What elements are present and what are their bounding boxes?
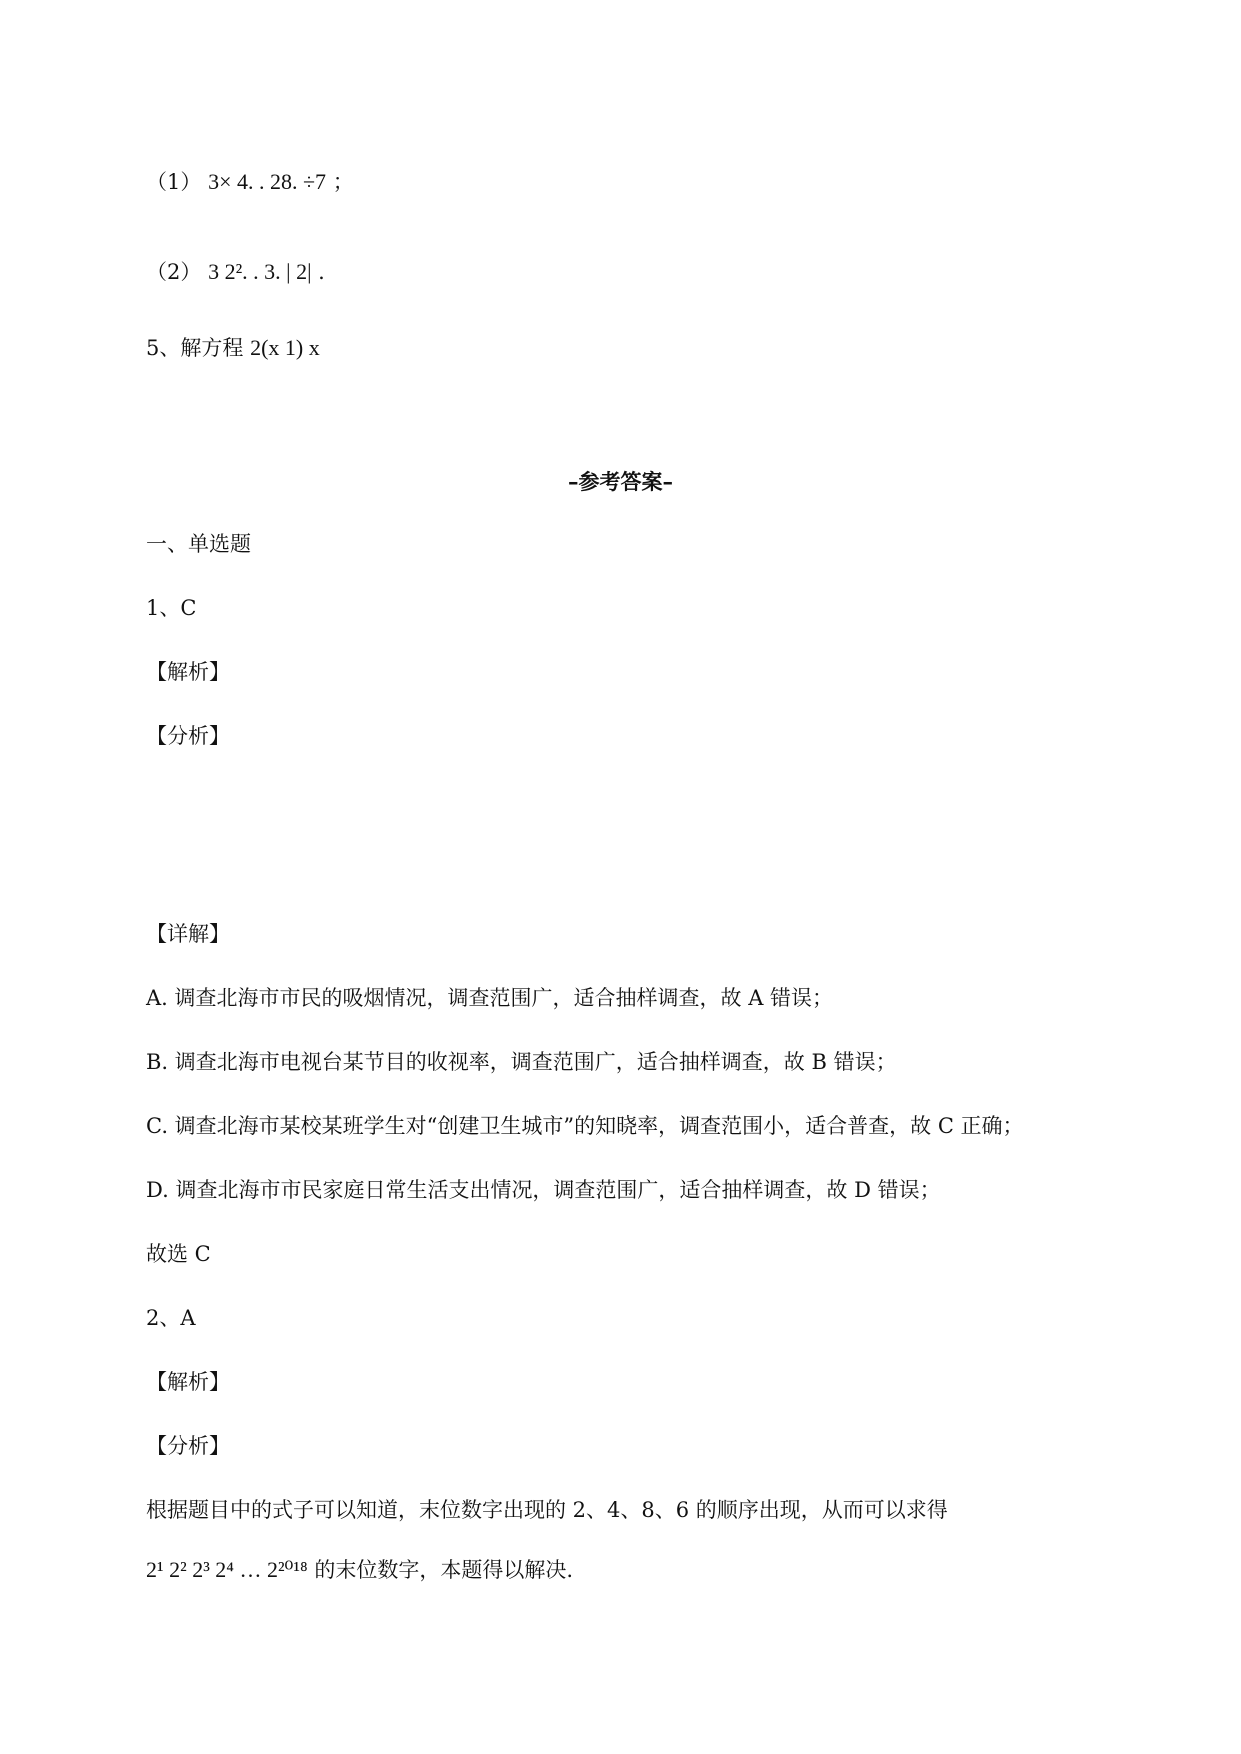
problem-4-1-expression: 3× 4. . 28. ÷7: [208, 169, 327, 194]
problem-4-1: [146, 168, 354, 196]
jiexi-heading-2: 【解析】: [146, 1370, 230, 1394]
problem-4-2-end: .: [318, 260, 325, 284]
fenxi-heading-1: 【分析】: [146, 724, 230, 748]
answer-1: 1、C: [146, 596, 197, 620]
analysis-line-2: [146, 1556, 573, 1584]
option-c-explanation: C. 调查北海市某校某班学生对“创建卫生城市”的知晓率，调查范围小，适合普查，故 C 正确；: [146, 1114, 1024, 1138]
problem-4-1-end: ；: [332, 170, 354, 194]
problem-5-equation: 2(x 1) x: [250, 335, 320, 360]
problem-5-label: 5、解方程: [146, 336, 244, 360]
problem-4-2-expression: 3 2². . 3. | 2|: [208, 259, 312, 284]
jiexi-heading-1: 【解析】: [146, 660, 230, 684]
problem-5: [146, 334, 320, 362]
problem-4-2-label: （2）: [146, 260, 202, 284]
analysis-line-2-text: 的末位数字，本题得以解决.: [314, 1558, 574, 1582]
option-b-explanation: B. 调查北海市电视台某节目的收视率，调查范围广，适合抽样调查，故 B 错误；: [146, 1050, 897, 1074]
analysis-line-1: 根据题目中的式子可以知道，末位数字出现的 2、4、8、6 的顺序出现，从而可以求得: [146, 1498, 948, 1522]
answer-2: 2、A: [146, 1306, 196, 1330]
problem-4-2: [146, 258, 325, 286]
option-d-explanation: D. 调查北海市市民家庭日常生活支出情况，调查范围广，适合抽样调查，故 D 错误；: [146, 1178, 941, 1202]
final-choice-1: 故选 C: [146, 1242, 211, 1266]
xiangjie-heading-1: 【详解】: [146, 922, 230, 946]
fenxi-heading-2: 【分析】: [146, 1434, 230, 1458]
problem-4-1-label: （1）: [146, 170, 202, 194]
answer-key-title: –参考答案–: [568, 469, 673, 494]
power-sequence: 2¹ 2² 2³ 2⁴ … 2²⁰¹⁸: [146, 1557, 308, 1582]
section-heading: 一、单选题: [146, 532, 251, 556]
option-a-explanation: A. 调查北海市市民的吸烟情况，调查范围广，适合抽样调查，故 A 错误；: [146, 986, 834, 1010]
